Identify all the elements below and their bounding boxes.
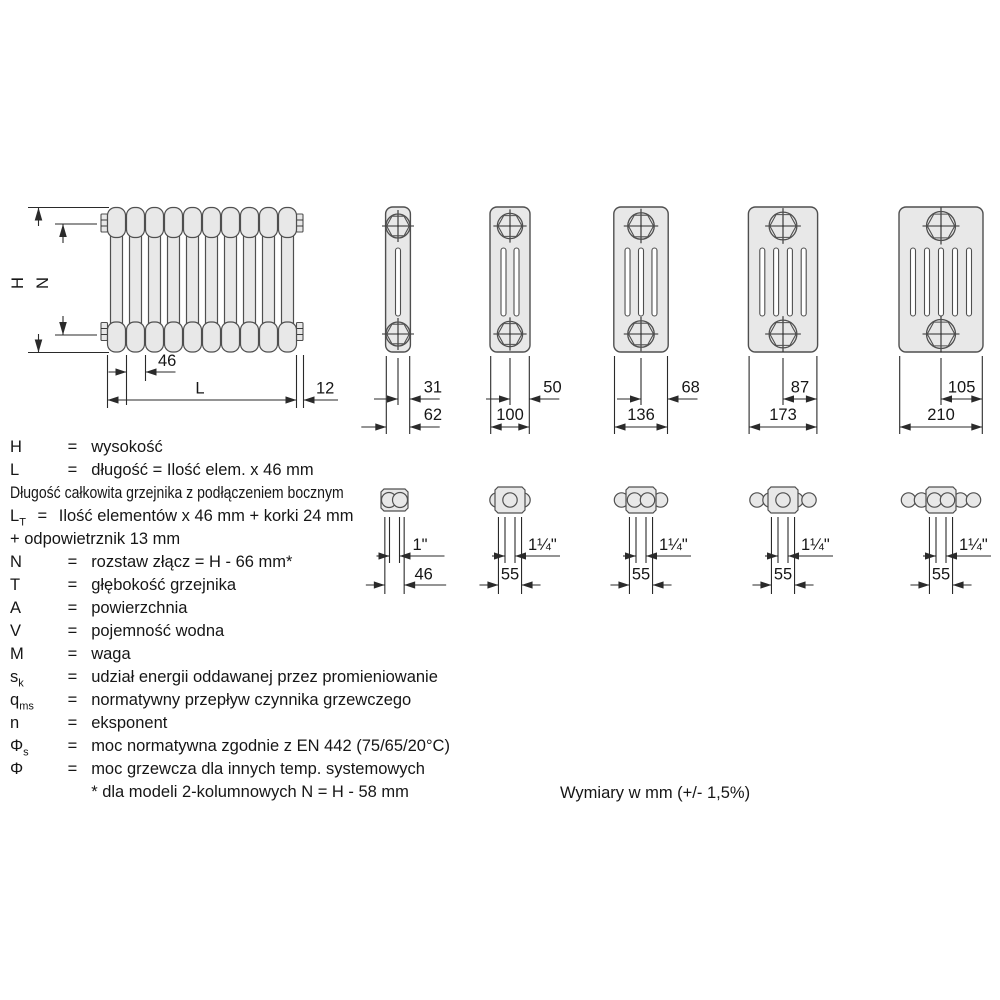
legend-description: rozstaw złącz = H - 66 mm* <box>91 553 293 571</box>
legend-description: powierzchnia <box>91 599 188 617</box>
section-slot <box>787 248 792 316</box>
radiator-element-bottom <box>184 322 202 352</box>
dim-arrow <box>795 581 806 588</box>
fitting-circle <box>966 493 980 507</box>
legend-equals: = <box>67 737 78 755</box>
connector-nub <box>297 323 304 341</box>
fitting-width-dim-label: 55 <box>500 565 520 584</box>
legend-description: waga <box>91 645 131 663</box>
section-view-4-column <box>614 207 700 434</box>
legend-symbol: M <box>10 645 24 663</box>
radiator-column <box>149 235 161 323</box>
radiator-element-top <box>203 208 221 238</box>
dim-arrow <box>499 395 510 402</box>
radiator-element-top <box>108 208 126 238</box>
section-slot <box>939 248 944 316</box>
dim-arrow <box>788 552 799 559</box>
legend-equals: = <box>67 553 78 571</box>
dim-arrow <box>625 552 636 559</box>
fitting-circle <box>627 493 641 507</box>
legend-row <box>10 551 450 574</box>
radiator-element-top <box>279 208 297 238</box>
radiator-element-top <box>127 208 145 238</box>
footer-note: Wymiary w mm (+/- 1,5%) <box>560 784 751 802</box>
symbol-legend <box>10 436 450 804</box>
legend-row <box>10 459 450 482</box>
fitting-circle <box>503 493 517 507</box>
legend-symbol: A <box>10 599 22 617</box>
fitting-circle <box>640 493 654 507</box>
fitting-view-5-column <box>750 487 833 594</box>
fitting-circle <box>940 493 954 507</box>
legend-symbol: Długość całkowita grzejnika z podłączeniem bocznym <box>10 484 344 502</box>
radiator-element-top <box>222 208 240 238</box>
section-full-dim-label: 210 <box>927 406 955 424</box>
section-view-6-column <box>899 207 983 434</box>
radiator-element-bottom <box>203 322 221 352</box>
dim-arrow <box>387 395 398 402</box>
legend-symbol: $q_{ms}$ <box>10 691 34 713</box>
radiator-column <box>244 235 256 323</box>
radiator-column <box>111 235 123 323</box>
radiator-element-bottom <box>108 322 126 352</box>
legend-description: moc normatywna zgodnie z EN 442 (75/65/20°C) <box>91 737 450 755</box>
dim-arrow <box>918 581 929 588</box>
legend-description: pojemność wodna <box>91 622 225 640</box>
legend-equals: = <box>37 507 48 525</box>
radiator-column <box>168 235 180 323</box>
legend-symbol: $L_T$ <box>10 507 26 529</box>
dim-arrow <box>618 581 629 588</box>
legend-symbol: T <box>10 576 21 594</box>
legend-row <box>10 482 450 505</box>
section-view-5-column <box>748 207 817 434</box>
dim-arrow <box>900 423 911 430</box>
section-slot <box>967 248 972 316</box>
dim-arrow <box>615 423 626 430</box>
fitting-circle <box>776 493 790 507</box>
dim-arrow <box>522 581 533 588</box>
section-slot <box>760 248 765 316</box>
legend-equals: = <box>67 576 78 594</box>
fitting-width-dim-label: 46 <box>414 565 433 584</box>
legend-row <box>10 689 450 712</box>
legend-description: udział energii oddawanej przez promieniowanie <box>91 668 438 686</box>
fitting-view-6-column <box>901 487 991 594</box>
legend-equals: = <box>67 622 78 640</box>
radiator-column <box>130 235 142 323</box>
radiator-element-bottom <box>146 322 164 352</box>
dim-arrow <box>646 552 657 559</box>
legend-symbol: V <box>10 622 22 640</box>
legend-row <box>10 620 450 643</box>
radiator-element-top <box>165 208 183 238</box>
height-dim-label: H <box>9 277 27 289</box>
legend-row <box>10 574 450 597</box>
dim-arrow <box>971 423 982 430</box>
connector-nub <box>101 323 108 341</box>
front-view-height-dims <box>9 208 109 353</box>
section-slot <box>625 248 630 316</box>
section-full-dim-label: 62 <box>423 406 443 424</box>
end-offset-dim-label: 12 <box>316 379 335 398</box>
connector-nub <box>101 214 108 232</box>
radiator-column <box>187 235 199 323</box>
legend-symbol: Φ <box>10 760 24 778</box>
legend-equals: = <box>67 714 78 732</box>
legend-description: głębokość grzejnika <box>91 576 237 594</box>
section-full-dim-label: 100 <box>496 406 524 424</box>
section-view-3-column <box>486 207 562 434</box>
radiator-column <box>282 235 294 323</box>
dim-arrow <box>304 396 315 403</box>
section-half-dim-label: 50 <box>543 378 562 397</box>
section-slot <box>953 248 958 316</box>
legend-row <box>10 781 450 804</box>
legend-row <box>10 597 450 620</box>
legend-row <box>10 436 450 459</box>
section-slot <box>801 248 806 316</box>
fitting-width-dim-label: 55 <box>631 565 651 584</box>
fitting-circle <box>750 493 764 507</box>
legend-description: moc grzewcza dla innych temp. systemowych <box>91 760 425 778</box>
radiator-element-top <box>146 208 164 238</box>
fitting-circle <box>901 493 915 507</box>
legend-equals: = <box>67 668 78 686</box>
legend-description: Ilość elementów x 46 mm + korki 24 mm <box>58 507 354 525</box>
section-half-dim-label: 105 <box>947 378 976 397</box>
dim-arrow <box>146 368 157 375</box>
legend-description: * dla modeli 2-kolumnowych N = H - 58 mm <box>91 783 409 801</box>
radiator-element-bottom <box>165 322 183 352</box>
section-slot <box>501 248 506 316</box>
radiator-column <box>206 235 218 323</box>
radiator-element-top <box>260 208 278 238</box>
radiator-element-top <box>241 208 259 238</box>
radiator-element-bottom <box>241 322 259 352</box>
dim-arrow <box>491 423 502 430</box>
dim-arrow <box>760 581 771 588</box>
dim-arrow <box>108 396 119 403</box>
fitting-width-dim-label: 55 <box>931 565 951 584</box>
fitting-circle <box>802 493 816 507</box>
dim-arrow <box>487 581 498 588</box>
legend-equals: = <box>67 599 78 617</box>
legend-row <box>10 643 450 666</box>
legend-description: eksponent <box>91 714 168 732</box>
radiator-element-bottom <box>222 322 240 352</box>
dim-arrow <box>925 552 936 559</box>
fitting-thread-dim-label: 1" <box>412 536 428 554</box>
dim-arrow <box>657 423 668 430</box>
legend-symbol: $\Phi_s$ <box>10 737 29 759</box>
legend-description: długość = Ilość elem. x 46 mm <box>91 461 314 479</box>
legend-equals: = <box>67 461 78 479</box>
section-full-dim-label: 173 <box>769 406 797 424</box>
section-slot <box>774 248 779 316</box>
fitting-view-3-column <box>479 487 560 594</box>
dim-arrow <box>630 395 641 402</box>
section-slot <box>652 248 657 316</box>
dim-arrow <box>518 423 529 430</box>
radiator-column <box>225 235 237 323</box>
section-slot <box>514 248 519 316</box>
legend-row <box>10 712 450 735</box>
legend-row <box>10 666 450 689</box>
legend-equals: = <box>67 691 78 709</box>
dim-arrow <box>767 552 778 559</box>
legend-equals: = <box>67 645 78 663</box>
dim-arrow <box>375 423 386 430</box>
fitting-thread-dim-label: 1¼" <box>528 536 557 554</box>
section-view-2-column <box>361 207 442 434</box>
connector-nub <box>297 214 304 232</box>
element-width-dim-label: 46 <box>158 352 177 370</box>
dim-arrow <box>494 552 505 559</box>
dim-arrow <box>410 395 421 402</box>
legend-symbol: H <box>10 438 22 456</box>
radiator-element-bottom <box>260 322 278 352</box>
dim-arrow <box>653 581 664 588</box>
section-full-dim-label: 136 <box>627 406 655 424</box>
legend-symbol: $s_k$ <box>10 668 24 690</box>
radiator-element-bottom <box>127 322 145 352</box>
length-dim-label: L <box>195 379 205 398</box>
section-slot <box>396 248 401 316</box>
radiator-column <box>263 235 275 323</box>
section-slot <box>639 248 644 316</box>
dim-arrow <box>286 396 297 403</box>
section-half-dim-label: 68 <box>681 378 700 397</box>
fitting-width-dim-label: 55 <box>773 565 793 584</box>
dim-arrow <box>953 581 964 588</box>
section-half-dim-label: 87 <box>790 378 810 397</box>
fitting-thread-dim-label: 1¼" <box>801 536 830 554</box>
fitting-thread-dim-label: 1¼" <box>659 536 688 554</box>
dim-arrow <box>515 552 526 559</box>
fitting-circle <box>927 493 941 507</box>
front-view-length-dims <box>108 352 339 408</box>
section-slot <box>925 248 930 316</box>
dim-arrow <box>946 552 957 559</box>
legend-row <box>10 528 450 551</box>
legend-symbol: L <box>10 461 20 479</box>
legend-symbol: n <box>10 714 20 732</box>
dim-arrow <box>668 395 679 402</box>
dim-arrow <box>749 423 760 430</box>
legend-symbol: + odpowietrznik 13 mm <box>10 530 181 548</box>
legend-description: normatywny przepływ czynnika grzewczego <box>91 691 412 709</box>
dim-arrow <box>116 368 127 375</box>
legend-row <box>10 758 450 781</box>
section-half-dim-label: 31 <box>423 378 443 397</box>
legend-symbol: N <box>10 553 22 571</box>
legend-row <box>10 735 450 758</box>
legend-description: wysokość <box>91 438 163 456</box>
front-view-radiator <box>101 208 303 353</box>
fitting-view-4-column <box>610 487 691 594</box>
legend-equals: = <box>67 760 78 778</box>
dim-arrow <box>529 395 540 402</box>
dim-arrow <box>410 423 421 430</box>
radiator-element-bottom <box>279 322 297 352</box>
section-slot <box>911 248 916 316</box>
dim-arrow <box>806 423 817 430</box>
radiator-element-top <box>184 208 202 238</box>
legend-equals: = <box>67 438 78 456</box>
spacing-dim-label: N <box>34 277 52 289</box>
fitting-thread-dim-label: 1¼" <box>959 536 988 554</box>
